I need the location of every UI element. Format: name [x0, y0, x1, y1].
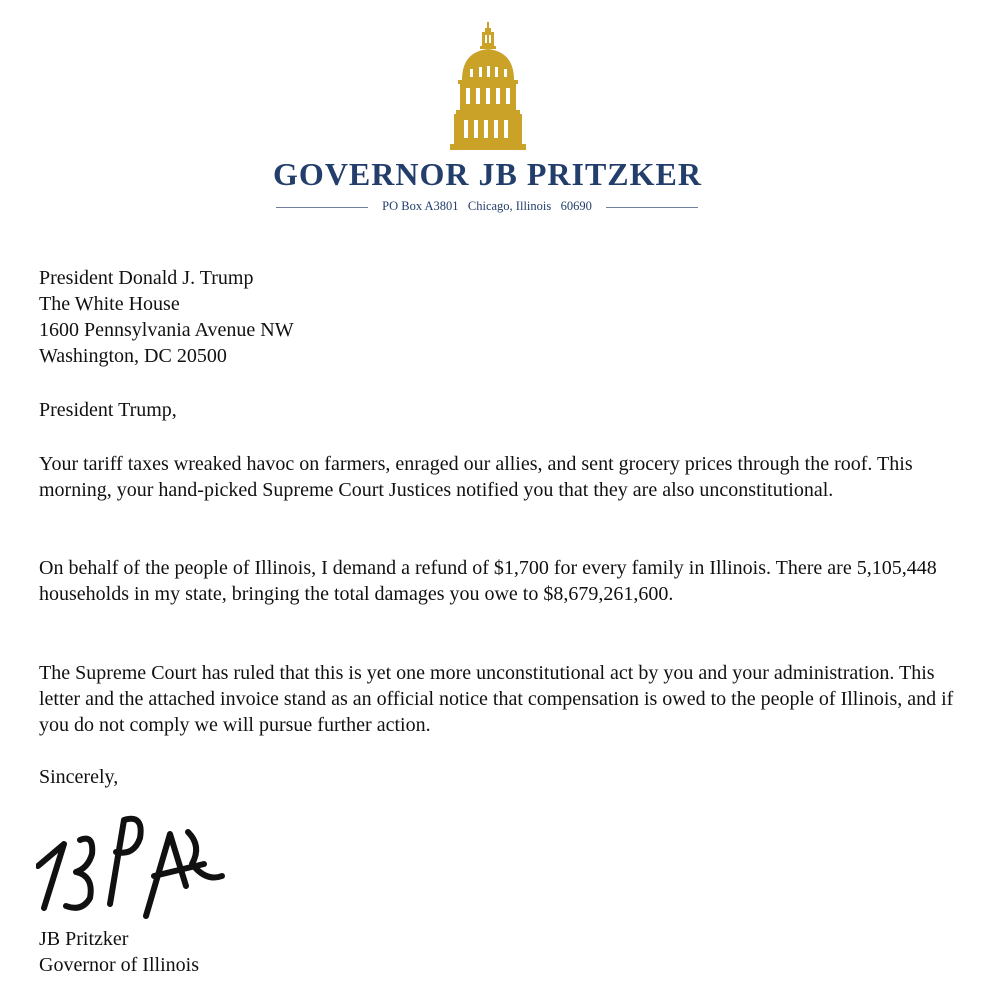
body-paragraph-2: On behalf of the people of Illinois, I demand a refund of $1,700 for every family in Illinois. There are 5,105,448 households in my state, bringing the total damages you owe to $8,679,261,600.: [39, 557, 937, 605]
closing: Sincerely,: [39, 766, 119, 788]
address-rule-right: [606, 207, 698, 208]
body-paragraph-1: Your tariff taxes wreaked havoc on farmers, enraged our allies, and sent grocery prices through the roof. This morning, your hand-picked Supreme Court Justices notified you that they are also unconstitutional.: [39, 453, 913, 501]
salutation: President Trump,: [39, 399, 177, 421]
recipient-building: The White House: [39, 293, 180, 315]
letterhead: [0, 0, 1000, 230]
recipient-street: 1600 Pennsylvania Avenue NW: [39, 319, 294, 341]
signer-title: Governor of Illinois: [39, 954, 199, 976]
body-paragraph-3: The Supreme Court has ruled that this is yet one more unconstitutional act by you and your administration. This letter and the attached invoice stand as an official notice that compensation is owed to the people of Illinois, and if you do not comply we will pursue further action.: [39, 662, 954, 736]
office-address: PO Box A3801 Chicago, Illinois 60690: [382, 199, 592, 213]
office-title: GOVERNOR JB PRITZKER: [273, 156, 702, 192]
signer-name: JB Pritzker: [39, 928, 129, 950]
handwritten-signature: [36, 806, 226, 921]
capitol-dome-icon: [450, 22, 526, 150]
recipient-address-block: [39, 265, 969, 369]
recipient-city: Washington, DC 20500: [39, 345, 227, 367]
address-rule-left: [276, 207, 368, 208]
signer-block: [39, 926, 969, 978]
recipient-name: President Donald J. Trump: [39, 267, 254, 289]
